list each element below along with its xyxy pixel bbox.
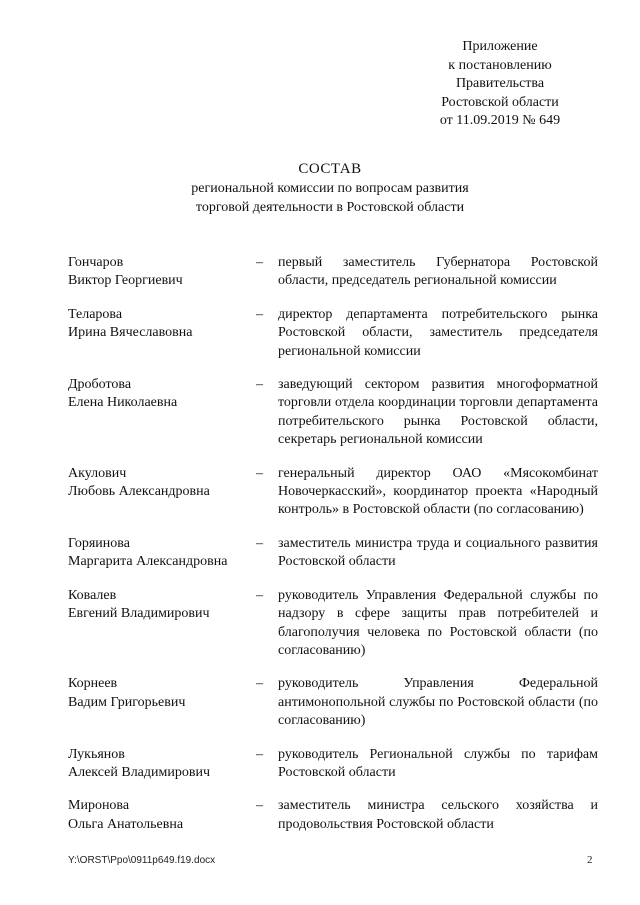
- member-name: [68, 465, 256, 520]
- member-name: [68, 376, 256, 450]
- member-entry: [68, 797, 598, 834]
- member-given-name: Вадим Григорьевич: [68, 694, 186, 710]
- member-name: [68, 535, 256, 572]
- appendix-line: Правительства: [455, 76, 545, 91]
- member-surname: Теларова: [68, 306, 123, 322]
- member-entry: [68, 376, 598, 450]
- member-given-name: Елена Николаевна: [68, 395, 178, 411]
- member-entry: [68, 675, 598, 730]
- page-number: 2: [587, 854, 593, 866]
- member-role: заместитель министра труда и социального развития Ростовской области: [278, 535, 598, 570]
- document-subtitle-line: региональной комиссии по вопросам развития: [191, 181, 469, 196]
- document-heading: [140, 160, 520, 217]
- member-role: заместитель министра сельского хозяйства и продовольствия Ростовской области: [278, 798, 598, 832]
- member-surname: Ковалев: [68, 587, 117, 603]
- member-surname: Гончаров: [68, 255, 124, 270]
- member-given-name: Евгений Владимирович: [68, 606, 210, 622]
- dash-separator: –: [256, 535, 263, 551]
- member-name: [68, 254, 256, 291]
- member-entry: [68, 306, 598, 361]
- member-role: первый заместитель Губернатора Ростовской области, председатель региональной комиссии: [278, 255, 598, 289]
- member-entry: [68, 587, 598, 661]
- member-given-name: Маргарита Александровна: [68, 554, 228, 570]
- member-surname: Миронова: [68, 798, 130, 814]
- member-role: руководитель Региональной службы по тарифам Ростовской области: [278, 746, 598, 780]
- member-given-name: Любовь Александровна: [68, 484, 210, 500]
- appendix-line: от 11.09.2019 № 649: [439, 113, 561, 128]
- member-entry: [68, 535, 598, 572]
- appendix-line: Приложение: [462, 39, 538, 54]
- member-name: [68, 746, 256, 783]
- member-name: [68, 306, 256, 361]
- dash-separator: –: [256, 798, 263, 814]
- member-role: руководитель Управления Федеральной службы по надзору в сфере защиты прав потребителей и благополучия человека по Ростовской области (по согласованию): [278, 587, 598, 658]
- dash-separator: –: [256, 746, 263, 762]
- member-name: [68, 675, 256, 730]
- dash-separator: –: [256, 676, 263, 692]
- member-role: руководитель Управления Федеральной антимонопольной службы по Ростовской области (по согласованию): [278, 676, 598, 729]
- member-surname: Дроботова: [68, 377, 132, 393]
- dash-separator: –: [256, 465, 263, 481]
- dash-separator: –: [256, 587, 263, 603]
- members-list: [68, 254, 598, 849]
- member-role: директор департамента потребительского рынка Ростовской области, заместитель председателя региональной комиссии: [278, 306, 598, 359]
- member-surname: Лукьянов: [68, 746, 125, 762]
- member-given-name: Ирина Вячеславовна: [68, 325, 193, 341]
- member-entry: [68, 254, 598, 291]
- member-given-name: Виктор Георгиевич: [68, 273, 183, 289]
- document-title: СОСТАВ: [298, 161, 362, 177]
- dash-separator: –: [256, 306, 263, 322]
- file-path-footer: Y:\ORST\Ppo\0911p649.f19.docx: [68, 855, 216, 866]
- document-subtitle-line: торговой деятельности в Ростовской области: [195, 200, 465, 215]
- member-surname: Акулович: [68, 465, 127, 481]
- member-name: [68, 797, 256, 834]
- member-entry: [68, 465, 598, 520]
- member-given-name: Алексей Владимирович: [68, 764, 211, 780]
- appendix-line: к постановлению: [448, 57, 552, 73]
- dash-separator: –: [256, 255, 263, 270]
- member-role: заведующий сектором развития многоформатной торговли отдела координации торговли департамента потребительского рынка Ростовской области, секретарь региональной комиссии: [278, 377, 598, 448]
- member-name: [68, 587, 256, 661]
- member-entry: [68, 746, 598, 783]
- dash-separator: –: [256, 377, 263, 393]
- member-role: генеральный директор ОАО «Мясокомбинат Новочеркасский», координатор проекта «Народный контроль» в Ростовской области (по согласованию): [278, 465, 598, 518]
- appendix-block: [400, 38, 600, 131]
- member-given-name: Ольга Анатольевна: [68, 816, 184, 832]
- member-surname: Горяинова: [68, 535, 130, 551]
- appendix-line: Ростовской области: [441, 94, 559, 110]
- member-surname: Корнеев: [68, 676, 118, 692]
